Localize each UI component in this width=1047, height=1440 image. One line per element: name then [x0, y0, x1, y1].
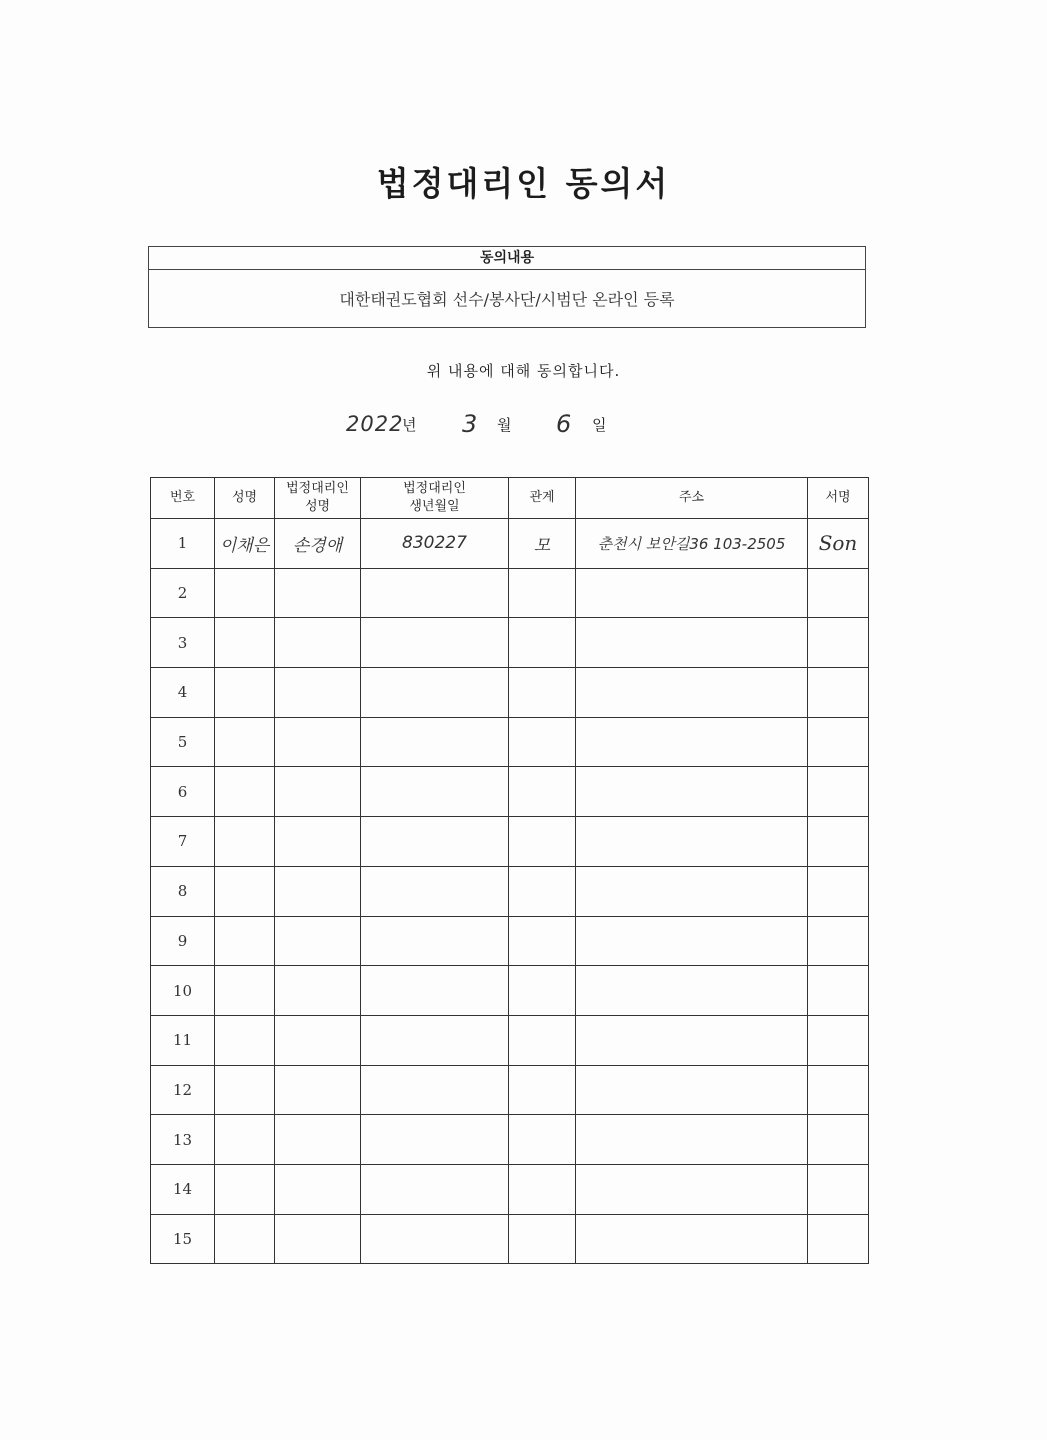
cell-guardian-name [275, 568, 361, 618]
cell-relation [509, 817, 576, 867]
cell-relation [509, 866, 576, 916]
header-no: 번호 [151, 478, 215, 519]
date-line [0, 408, 1047, 444]
date-year: 2022 [346, 412, 404, 436]
cell-signature [808, 618, 869, 668]
cell-relation [509, 668, 576, 718]
cell-no: 9 [151, 916, 215, 966]
cell-guardian-birth [361, 1164, 509, 1214]
cell-name [215, 916, 275, 966]
cell-no: 2 [151, 568, 215, 618]
cell-no: 12 [151, 1065, 215, 1115]
cell-guardian-birth: 830227 [361, 519, 509, 569]
consent-header: 동의내용 [149, 247, 865, 270]
header-guardian-birth-line1: 법정대리인 [403, 481, 466, 496]
cell-name [215, 1164, 275, 1214]
cell-no: 6 [151, 767, 215, 817]
table-row [151, 668, 869, 718]
header-guardian-birth [361, 478, 509, 519]
table-row [151, 916, 869, 966]
header-relation: 관계 [509, 478, 576, 519]
cell-guardian-birth [361, 1015, 509, 1065]
cell-guardian-name [275, 966, 361, 1016]
table-row [151, 1015, 869, 1065]
cell-guardian-birth [361, 817, 509, 867]
cell-signature [808, 568, 869, 618]
cell-guardian-name [275, 817, 361, 867]
table-row [151, 767, 869, 817]
cell-guardian-birth [361, 1065, 509, 1115]
header-guardian-birth-line2: 생년월일 [409, 499, 460, 514]
cell-relation [509, 1115, 576, 1165]
header-guardian-name [275, 478, 361, 519]
cell-guardian-name [275, 1214, 361, 1264]
consent-box [148, 246, 866, 328]
cell-address [576, 817, 808, 867]
cell-no: 14 [151, 1164, 215, 1214]
cell-relation [509, 767, 576, 817]
table-row [151, 866, 869, 916]
cell-signature [808, 767, 869, 817]
cell-guardian-name [275, 1065, 361, 1115]
table-row [151, 519, 869, 569]
cell-relation [509, 966, 576, 1016]
cell-signature [808, 1214, 869, 1264]
table-row [151, 1214, 869, 1264]
cell-no: 11 [151, 1015, 215, 1065]
header-guardian-name-line1: 법정대리인 [286, 481, 349, 496]
cell-signature [808, 717, 869, 767]
cell-guardian-birth [361, 618, 509, 668]
table-header-row [151, 478, 869, 519]
cell-relation [509, 568, 576, 618]
cell-guardian-name [275, 1015, 361, 1065]
cell-name [215, 668, 275, 718]
header-address: 주소 [576, 478, 808, 519]
cell-guardian-birth [361, 916, 509, 966]
date-day-unit: 일 [592, 416, 607, 434]
header-guardian-name-line2: 성명 [304, 499, 331, 514]
cell-address [576, 1115, 808, 1165]
cell-relation [509, 717, 576, 767]
cell-address [576, 717, 808, 767]
table-row [151, 717, 869, 767]
cell-guardian-name [275, 1115, 361, 1165]
date-month: 3 [462, 410, 478, 438]
cell-no: 1 [151, 519, 215, 569]
consent-body: 대한태권도협회 선수/봉사단/시범단 온라인 등록 [339, 290, 675, 309]
cell-signature: Son [808, 519, 869, 569]
table-row [151, 568, 869, 618]
cell-guardian-birth [361, 767, 509, 817]
cell-guardian-name [275, 767, 361, 817]
cell-guardian-name [275, 916, 361, 966]
cell-relation [509, 916, 576, 966]
date-year-unit: 년 [402, 416, 417, 434]
cell-guardian-birth [361, 1214, 509, 1264]
cell-signature [808, 1015, 869, 1065]
cell-no: 13 [151, 1115, 215, 1165]
table-row [151, 817, 869, 867]
cell-guardian-birth [361, 717, 509, 767]
cell-name [215, 767, 275, 817]
table-row [151, 1164, 869, 1214]
guardian-table [150, 477, 869, 1264]
cell-guardian-name [275, 717, 361, 767]
cell-name [215, 1115, 275, 1165]
cell-signature [808, 817, 869, 867]
cell-address [576, 1214, 808, 1264]
cell-no: 7 [151, 817, 215, 867]
cell-address [576, 916, 808, 966]
cell-guardian-birth [361, 1115, 509, 1165]
cell-guardian-birth [361, 568, 509, 618]
cell-address [576, 1065, 808, 1115]
cell-name [215, 817, 275, 867]
date-day: 6 [556, 410, 572, 438]
cell-guardian-name [275, 618, 361, 668]
cell-no: 10 [151, 966, 215, 1016]
cell-signature [808, 866, 869, 916]
cell-guardian-name [275, 1164, 361, 1214]
cell-name [215, 1065, 275, 1115]
cell-name [215, 1015, 275, 1065]
cell-address [576, 568, 808, 618]
cell-address [576, 866, 808, 916]
cell-relation [509, 1065, 576, 1115]
header-signature: 서명 [808, 478, 869, 519]
cell-name: 이채은 [215, 519, 275, 569]
date-month-unit: 월 [497, 416, 512, 434]
table-row [151, 966, 869, 1016]
cell-name [215, 966, 275, 1016]
header-name: 성명 [215, 478, 275, 519]
cell-no: 15 [151, 1214, 215, 1264]
cell-signature [808, 916, 869, 966]
cell-signature [808, 668, 869, 718]
cell-relation [509, 1015, 576, 1065]
cell-no: 3 [151, 618, 215, 668]
cell-address [576, 668, 808, 718]
cell-guardian-name [275, 866, 361, 916]
cell-address [576, 1015, 808, 1065]
cell-name [215, 866, 275, 916]
cell-address [576, 618, 808, 668]
cell-name [215, 568, 275, 618]
cell-guardian-name: 손경애 [275, 519, 361, 569]
cell-guardian-birth [361, 668, 509, 718]
cell-name [215, 618, 275, 668]
cell-address [576, 1164, 808, 1214]
cell-name [215, 717, 275, 767]
cell-address [576, 767, 808, 817]
cell-no: 8 [151, 866, 215, 916]
table-row [151, 1115, 869, 1165]
cell-guardian-name [275, 668, 361, 718]
cell-guardian-birth [361, 966, 509, 1016]
table-row [151, 1065, 869, 1115]
cell-address: 춘천시 보안길36 103-2505 [576, 519, 808, 569]
cell-relation [509, 1164, 576, 1214]
agreement-text: 위 내용에 대해 동의합니다. [426, 362, 621, 380]
cell-guardian-birth [361, 866, 509, 916]
cell-signature [808, 1164, 869, 1214]
cell-name [215, 1214, 275, 1264]
cell-signature [808, 966, 869, 1016]
cell-relation [509, 618, 576, 668]
cell-relation: 모 [509, 519, 576, 569]
cell-address [576, 966, 808, 1016]
table-row [151, 618, 869, 668]
cell-signature [808, 1065, 869, 1115]
document-title: 법정대리인 동의서 [376, 164, 671, 203]
cell-no: 5 [151, 717, 215, 767]
cell-no: 4 [151, 668, 215, 718]
cell-relation [509, 1214, 576, 1264]
cell-signature [808, 1115, 869, 1165]
